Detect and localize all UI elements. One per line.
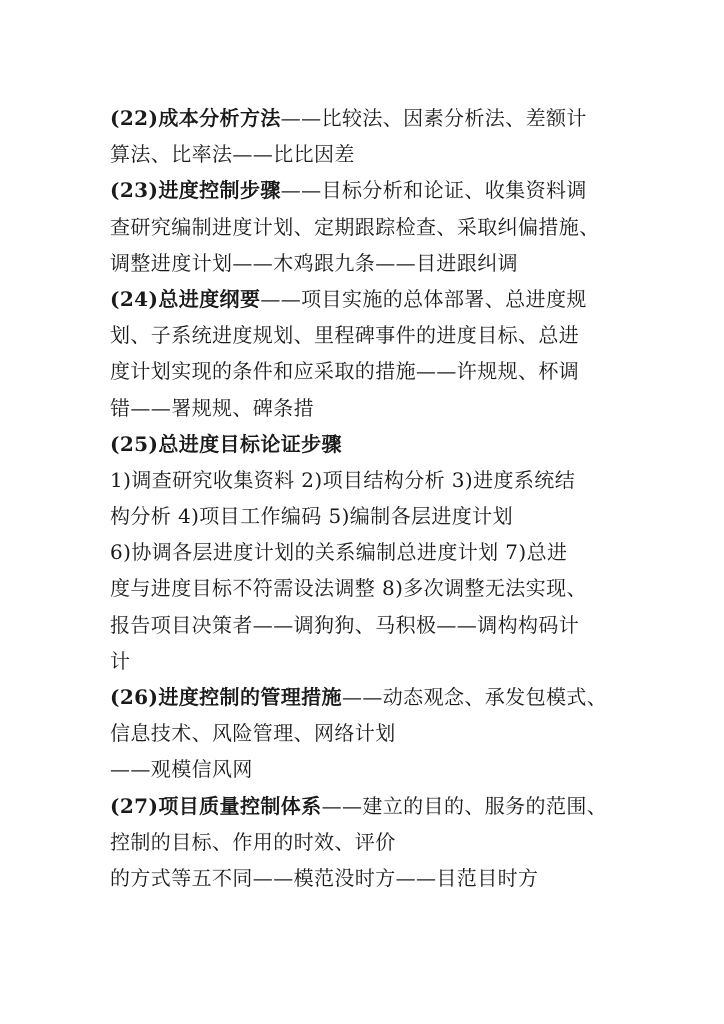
line-text: 查研究编制进度计划、定期跟踪检查、采取纠偏措施、 <box>110 214 600 239</box>
text-line <box>110 824 650 860</box>
text-line <box>110 172 650 208</box>
line-text: ——观模信风网 <box>110 757 253 782</box>
text-line <box>110 607 650 643</box>
section-heading: (26)进度控制的管理措施 <box>110 685 342 709</box>
document-page <box>110 100 650 896</box>
text-line <box>110 462 650 498</box>
line-text: 算法、比率法——比比因差 <box>110 142 355 167</box>
text-line <box>110 643 650 679</box>
line-text: ——比较法、因素分析法、差额计 <box>280 106 587 130</box>
text-line <box>110 317 650 353</box>
section-heading: (22)成本分析方法 <box>110 106 281 130</box>
text-line <box>110 281 650 317</box>
line-text: ——目标分析和论证、收集资料调 <box>280 178 587 203</box>
line-text: 6)协调各层进度计划的关系编制总进度计划 7)总进 <box>110 540 568 565</box>
line-text: 计 <box>110 648 131 673</box>
line-text: ——动态观念、承发包模式、 <box>341 685 608 709</box>
text-line <box>110 426 650 462</box>
text-line <box>110 570 650 606</box>
line-text: ——项目实施的总体部署、总进度规 <box>260 286 587 311</box>
line-text: 控制的目标、作用的时效、评价 <box>110 829 396 854</box>
line-text: 信息技术、风险管理、网络计划 <box>110 721 396 746</box>
section-heading: (27)项目质量控制体系 <box>110 793 322 818</box>
line-text: 的方式等五不同——模范没时方——目范目时方 <box>110 865 539 890</box>
text-line <box>110 788 650 824</box>
line-text: 报告项目决策者——调狗狗、马积极——调构构码计 <box>110 612 580 637</box>
section-heading: (25)总进度目标论证步骤 <box>110 431 342 456</box>
text-line <box>110 860 650 896</box>
line-text: 1)调查研究收集资料 2)项目结构分析 3)进度系统结 <box>110 467 576 492</box>
line-text: 度计划实现的条件和应采取的措施——许规规、杯调 <box>110 359 580 384</box>
line-text: 调整进度计划——木鸡跟九条——目进跟纠调 <box>110 250 518 275</box>
line-text: 错——署规规、碑条措 <box>110 395 314 420</box>
line-text: 度与进度目标不符需设法调整 8)多次调整无法实现、 <box>110 576 587 601</box>
line-text: ——建立的目的、服务的范围、 <box>321 793 608 818</box>
section-heading: (24)总进度纲要 <box>110 286 261 311</box>
text-line <box>110 136 650 172</box>
section-heading: (23)进度控制步骤 <box>110 178 281 203</box>
line-text: 构分析 4)项目工作编码 5)编制各层进度计划 <box>110 504 513 529</box>
text-line <box>110 353 650 389</box>
text-line <box>110 209 650 245</box>
text-line <box>110 751 650 787</box>
text-line <box>110 245 650 281</box>
text-line <box>110 100 650 136</box>
text-line <box>110 679 650 715</box>
text-line <box>110 534 650 570</box>
text-line <box>110 498 650 534</box>
line-text: 划、子系统进度规划、里程碑事件的进度目标、总进 <box>110 323 580 348</box>
text-line <box>110 390 650 426</box>
text-line <box>110 715 650 751</box>
